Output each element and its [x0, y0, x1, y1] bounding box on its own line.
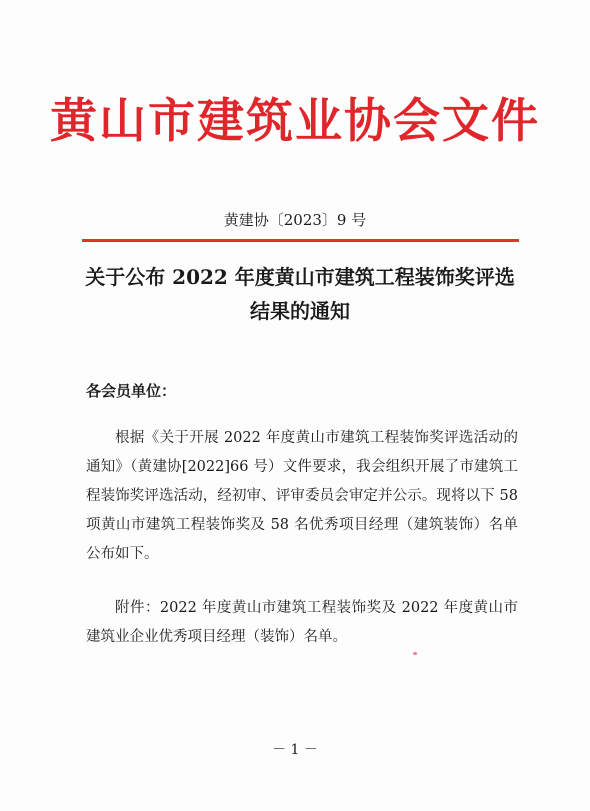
notice-title: 关于公布 2022 年度黄山市建筑工程装饰奖评选结果的通知 — [85, 265, 515, 323]
red-divider-rule — [82, 239, 519, 242]
attachment-note: 附件：2022 年度黄山市建筑工程装饰奖及 2022 年度黄山市建筑业企业优秀项目经理（装饰）名单。 — [86, 600, 518, 645]
body-paragraph: 根据《关于开展 2022 年度黄山市建筑工程装饰奖评选活动的通知》（黄建协[2022]66 号）文件要求，我会组织开展了市建筑工程装饰奖评选活动，经初审、评审委员会审定并公示。现将以下 58 项黄山市建筑工程装饰奖及 58 名优秀项目经理（建筑装饰）名单公布如下。 — [86, 430, 518, 562]
salutation: 各会员单位： — [86, 382, 177, 400]
issuing-body-title: 黄山市建筑业协会文件 — [50, 94, 540, 149]
scan-speck — [413, 652, 417, 655]
document-number: 黄建协〔2023〕9 号 — [223, 211, 367, 229]
page-number: － 1 － — [272, 742, 318, 758]
